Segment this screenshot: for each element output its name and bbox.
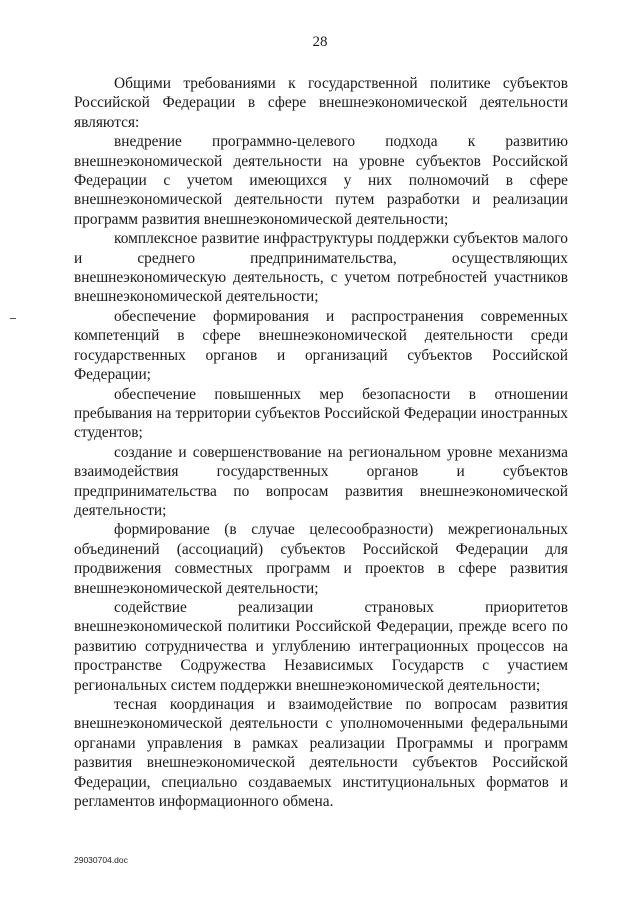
page-number: 28: [312, 34, 328, 50]
paragraph-item: внедрение программно-целевого подхода к развитию внешнеэкономической деятельности на уровне субъектов Российской Федерации с учетом имеющихся у них полномочий в сфере внешнеэкономической деятельности путем разработки и реализации программ развития внешнеэкономической деятельности;: [74, 133, 568, 228]
paragraph-item: обеспечение повышенных мер безопасности в отношении пребывания на территории субъектов Российской Федерации иностранных студентов;: [74, 385, 568, 442]
footer-filename: 29030704.doc: [74, 855, 128, 865]
paragraph-intro: Общими требованиями к государственной политике субъектов Российской Федерации в сфере внешнеэкономической деятельности являются:: [74, 75, 568, 131]
paragraph-item: комплексное развитие инфраструктуры поддержки субъектов малого и среднего предпринимательства, осуществляющих внешнеэкономическую деятельность, с учетом потребностей участников внешнеэкономической деятельности;: [74, 230, 568, 306]
paragraph-item: содействие реализации страновых приоритетов внешнеэкономической политики Российской Федерации, прежде всего по развитию сотрудничества и углублению интеграционных процессов на пространстве Содружества Независимых Государств с участием региональных систем поддержки внешнеэкономической деятельности;: [74, 598, 568, 694]
paragraph-item: создание и совершенствование на региональном уровне механизма взаимодействия государственных органов и субъектов предпринимательства по вопросам развития внешнеэкономической деятельности;: [74, 443, 568, 519]
paragraph-item: обеспечение формирования и распространения современных компетенций в сфере внешнеэкономической деятельности среди государственных органов и организаций субъектов Российской Федерации;: [74, 307, 568, 384]
paragraph-item: тесная координация и взаимодействие по вопросам развития внешнеэкономической деятельности с уполномоченными федеральными органами управления в рамках реализации Программы и программ развития внешнеэкономической деятельности субъектов Российской Федерации, специально создаваемых институциональных форматов и регламентов информационного обмена.: [74, 696, 568, 811]
document-body: [74, 74, 568, 811]
paragraph-item: формирование (в случае целесообразности) межрегиональных объединений (ассоциаций) субъектов Российской Федерации для продвижения совместных программ и проектов в сфере развития внешнеэкономической деятельности;: [74, 521, 568, 597]
margin-mark: [10, 318, 16, 319]
